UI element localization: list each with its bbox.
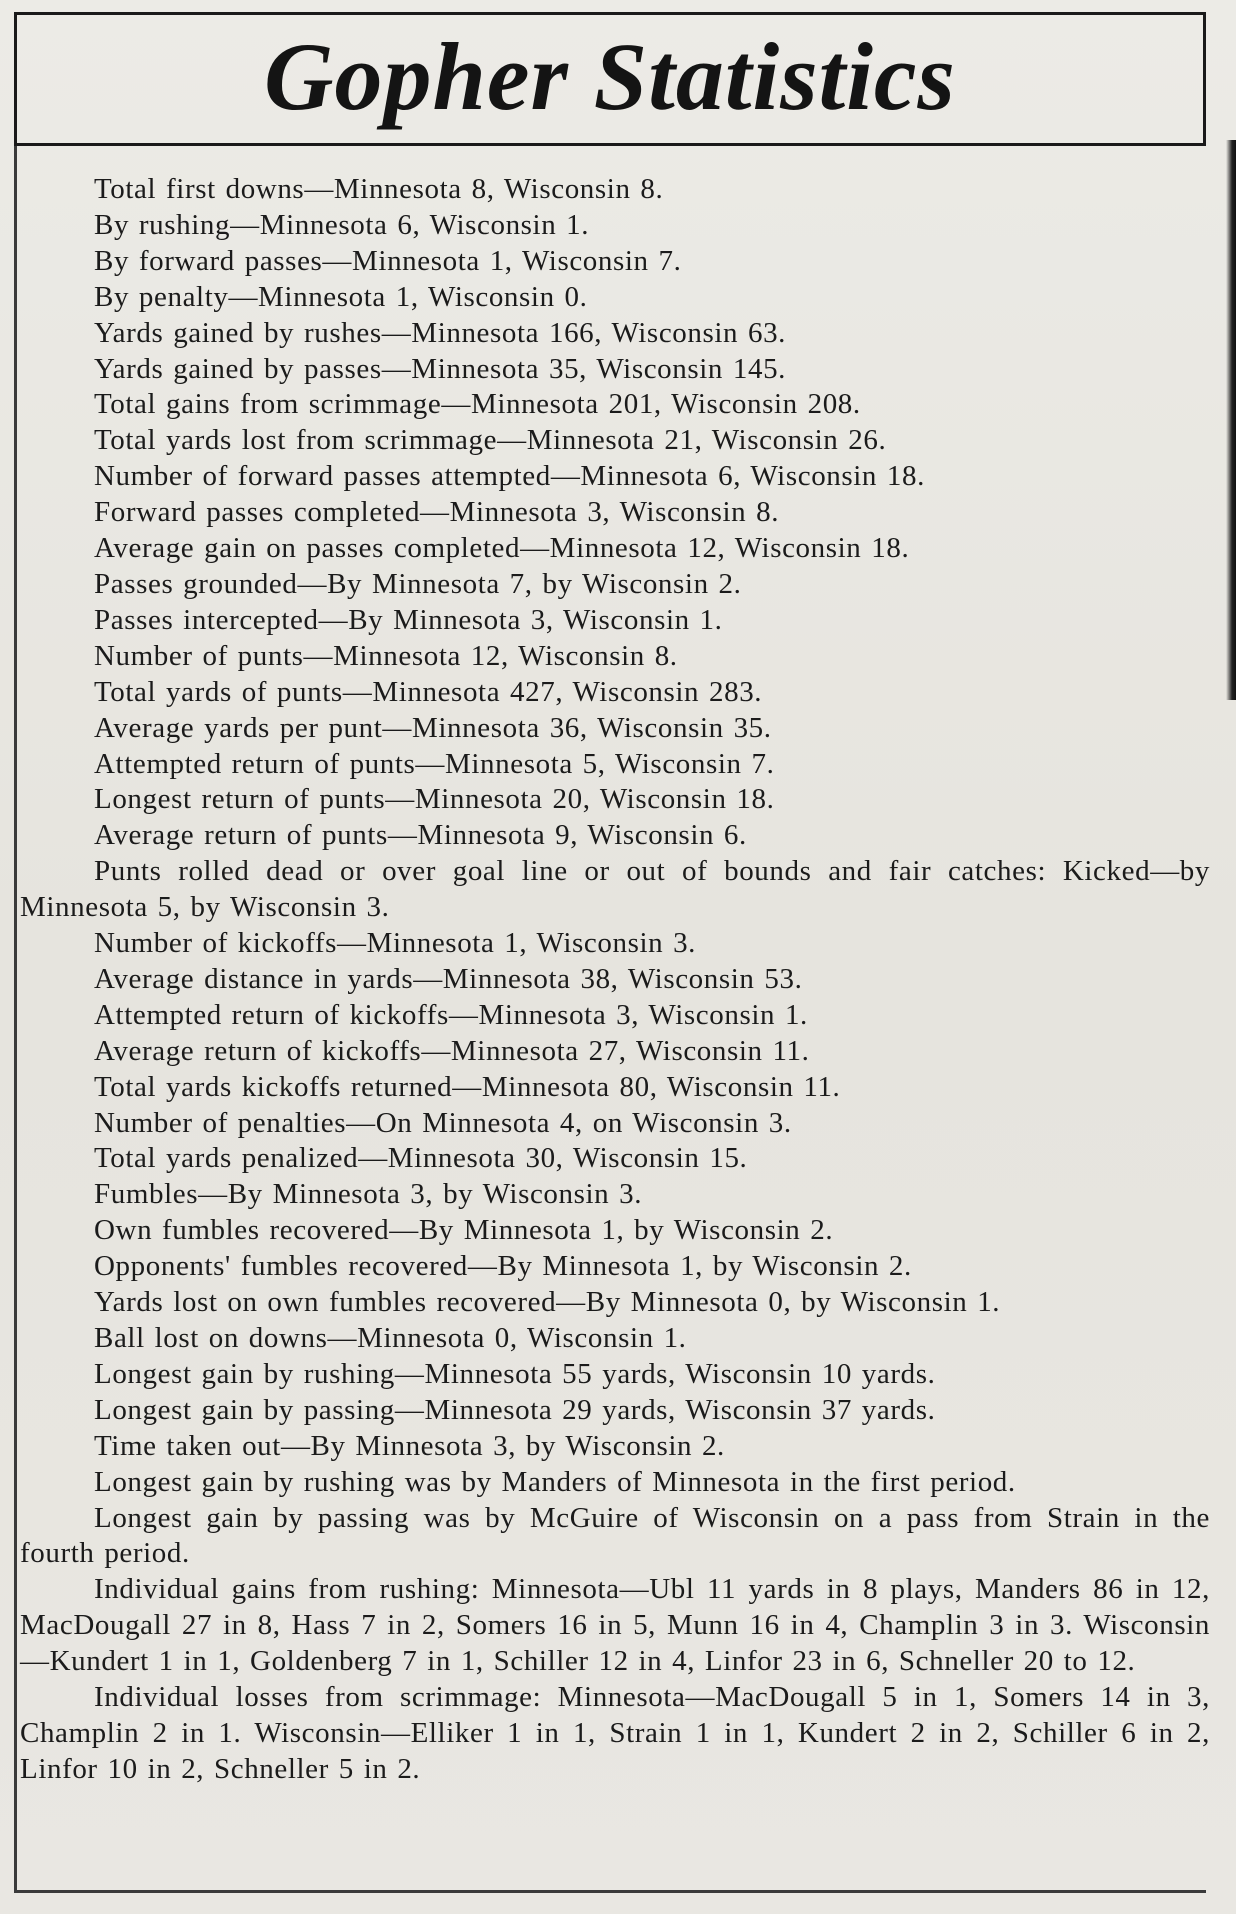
stat-line: Yards lost on own fumbles recovered—By Minnesota 0, by Wisconsin 1. (94, 1286, 1001, 1319)
stat-line: Total first downs—Minnesota 8, Wisconsin 8. (94, 173, 664, 205)
stat-line: Longest gain by passing was by McGuire of Wisconsin on a pass from Strain in the fourth period. (20, 1501, 1210, 1570)
stat-line: Attempted return of kickoffs—Minnesota 3, Wisconsin 1. (94, 998, 808, 1031)
stat-line: Average return of punts—Minnesota 9, Wisconsin 6. (94, 819, 747, 852)
stat-line: Average return of kickoffs—Minnesota 27, Wisconsin 11. (94, 1034, 810, 1067)
stat-line: Total yards kickoffs returned—Minnesota 80, Wisconsin 11. (94, 1070, 841, 1103)
stat-line: By forward passes—Minnesota 1, Wisconsin 7. (94, 244, 682, 277)
stat-line: Longest gain by passing—Minnesota 29 yards, Wisconsin 37 yards. (94, 1393, 936, 1426)
stat-line: Passes intercepted—By Minnesota 3, Wisconsin 1. (94, 603, 723, 636)
stat-line: Total yards penalized—Minnesota 30, Wisconsin 15. (94, 1142, 748, 1175)
stat-line: Time taken out—By Minnesota 3, by Wisconsin 2. (94, 1429, 725, 1462)
headline: Gopher Statistics (264, 23, 956, 130)
stat-line: By penalty—Minnesota 1, Wisconsin 0. (94, 280, 588, 313)
stat-line: Individual losses from scrimmage: Minnesota—MacDougall 5 in 1, Somers 14 in 3, Champlin 2 in 1. Wisconsin—Elliker 1 in 1, Strain 1 in 1, Kundert 2 in 2, Schiller 6 in 2, Linfor 10 in 2, Schneller 5 in 2. (20, 1681, 1210, 1785)
stat-line: Number of forward passes attempted—Minnesota 6, Wisconsin 18. (94, 460, 925, 493)
statistics-list (20, 172, 1210, 1788)
stat-line: Attempted return of punts—Minnesota 5, Wisconsin 7. (94, 747, 775, 780)
stat-line: Yards gained by rushes—Minnesota 166, Wisconsin 63. (94, 316, 787, 349)
page-edge-shadow (1226, 140, 1236, 700)
stat-line: Individual gains from rushing: Minnesota—Ubl 11 yards in 8 plays, Manders 86 in 12, MacDougall 27 in 8, Hass 7 in 2, Somers 16 in 5, Munn 16 in 4, Champlin 3 in 3. Wisconsin—Kundert 1 in 1, Goldenberg 7 in 1, Schiller 12 in 4, Linfor 23 in 6, Schneller 20 to 12. (20, 1573, 1210, 1678)
stat-line: Ball lost on downs—Minnesota 0, Wisconsin 1. (94, 1322, 687, 1354)
stat-line: By rushing—Minnesota 6, Wisconsin 1. (94, 208, 590, 241)
stat-line: Average yards per punt—Minnesota 36, Wisconsin 35. (94, 711, 772, 744)
stat-line: Average distance in yards—Minnesota 38, Wisconsin 53. (94, 962, 803, 995)
stat-line: Total yards of punts—Minnesota 427, Wisconsin 283. (94, 675, 763, 708)
stat-line: Passes grounded—By Minnesota 7, by Wisconsin 2. (94, 567, 742, 600)
stat-line: Longest gain by rushing—Minnesota 55 yards, Wisconsin 10 yards. (94, 1357, 936, 1390)
stat-line: Longest return of punts—Minnesota 20, Wisconsin 18. (94, 783, 775, 816)
stat-line: Yards gained by passes—Minnesota 35, Wisconsin 145. (94, 352, 787, 385)
stat-line: Longest gain by rushing was by Manders of Minnesota in the first period. (94, 1465, 1016, 1498)
bottom-rule (14, 1890, 1206, 1893)
stat-line: Number of punts—Minnesota 12, Wisconsin 8. (94, 639, 678, 672)
stat-line: Own fumbles recovered—By Minnesota 1, by Wisconsin 2. (94, 1214, 834, 1247)
stat-line: Number of penalties—On Minnesota 4, on Wisconsin 3. (94, 1106, 792, 1139)
stat-line: Opponents' fumbles recovered—By Minnesota 1, by Wisconsin 2. (94, 1250, 912, 1283)
left-column-rule (14, 146, 17, 1890)
stat-line: Average gain on passes completed—Minnesota 12, Wisconsin 18. (94, 532, 910, 565)
stat-line: Number of kickoffs—Minnesota 1, Wisconsin 3. (94, 927, 697, 960)
stat-line: Punts rolled dead or over goal line or out of bounds and fair catches: Kicked—by Minnesota 5, by Wisconsin 3. (20, 855, 1210, 924)
stat-line: Total yards lost from scrimmage—Minnesota 21, Wisconsin 26. (94, 424, 887, 457)
stat-line: Fumbles—By Minnesota 3, by Wisconsin 3. (94, 1178, 643, 1211)
headline-box (14, 12, 1206, 146)
stat-line: Forward passes completed—Minnesota 3, Wisconsin 8. (94, 496, 780, 529)
stat-line: Total gains from scrimmage—Minnesota 201, Wisconsin 208. (94, 388, 861, 421)
